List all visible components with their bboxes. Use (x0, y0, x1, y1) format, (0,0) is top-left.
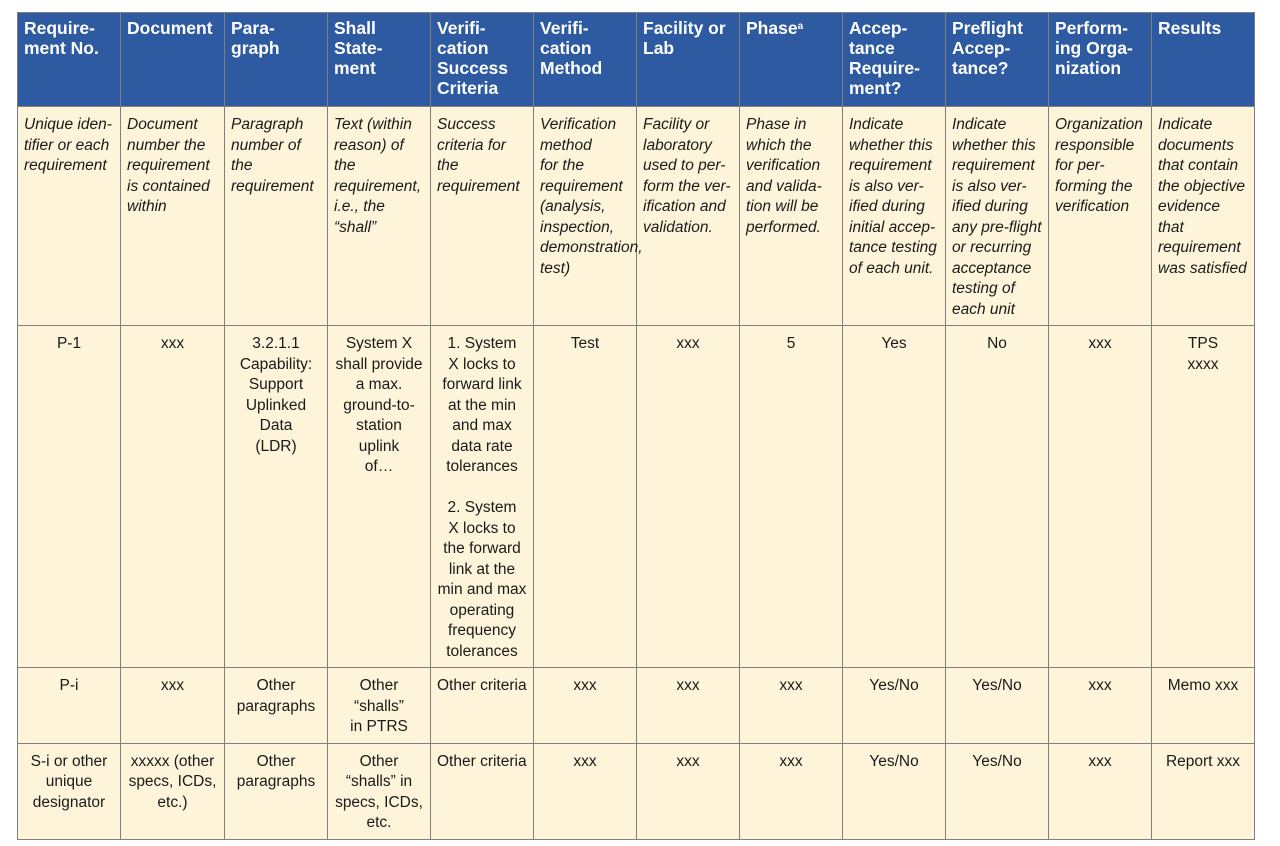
phase-footnote-marker: a (797, 21, 804, 32)
table-cell: TPS xxxx (1152, 326, 1255, 668)
header-preflight-acceptance: Preflight Accep- tance? (946, 13, 1049, 107)
table-cell: 1. System X locks to forward link at the min and max data rate tolerances 2. System X locks to the forward link at the min and max operating frequency tolerances (431, 326, 534, 668)
header-requirement-no: Require- ment No. (18, 13, 121, 107)
desc-cell: Paragraph number of the requirement (225, 107, 328, 326)
table-cell: S-i or other unique designator (18, 743, 121, 839)
desc-cell: Organization responsible for per- forming the verification (1049, 107, 1152, 326)
table-cell: System X shall provide a max. ground-to- station uplink of… (328, 326, 431, 668)
header-verification-success-criteria: Verifi- cation Success Criteria (431, 13, 534, 107)
table-cell: xxx (121, 326, 225, 668)
table-cell: xxx (1049, 743, 1152, 839)
desc-cell: Text (within reason) of the requirement, i.e., the “shall” (328, 107, 431, 326)
table-row (18, 668, 1255, 744)
table-cell: xxx (637, 668, 740, 744)
table-cell: xxx (740, 668, 843, 744)
table-cell: xxx (740, 743, 843, 839)
table-cell: Report xxx (1152, 743, 1255, 839)
table-cell: Other paragraphs (225, 743, 328, 839)
header-performing-organization: Perform- ing Orga- nization (1049, 13, 1152, 107)
desc-cell: Unique iden- tifier or each requirement (18, 107, 121, 326)
header-facility-or-lab: Facility or Lab (637, 13, 740, 107)
desc-cell: Indicate documents that contain the objective evidence that requirement was satisfied (1152, 107, 1255, 326)
table-cell: xxx (637, 326, 740, 668)
table-cell: No (946, 326, 1049, 668)
table-row (18, 743, 1255, 839)
table-cell: Yes (843, 326, 946, 668)
desc-cell: Facility or laboratory used to per- form the ver- ification and validation. (637, 107, 740, 326)
table-cell: Yes/No (843, 668, 946, 744)
header-shall-statement: Shall State- ment (328, 13, 431, 107)
table-cell: Test (534, 326, 637, 668)
header-phase: Phase$^a$ (740, 13, 843, 107)
table-cell: 5 (740, 326, 843, 668)
table-cell: Yes/No (946, 743, 1049, 839)
table-cell: xxxxx (other specs, ICDs, etc.) (121, 743, 225, 839)
table-cell: Other “shalls” in PTRS (328, 668, 431, 744)
table-cell: Yes/No (946, 668, 1049, 744)
desc-cell: Success criteria for the requirement (431, 107, 534, 326)
table-cell: Other criteria (431, 743, 534, 839)
table-cell: xxx (121, 668, 225, 744)
table-cell: xxx (534, 668, 637, 744)
table-cell: Yes/No (843, 743, 946, 839)
table-cell: Other “shalls” in specs, ICDs, etc. (328, 743, 431, 839)
table-row (18, 326, 1255, 668)
table-cell: xxx (1049, 326, 1152, 668)
table-cell: Other paragraphs (225, 668, 328, 744)
description-row (18, 107, 1255, 326)
header-results: Results (1152, 13, 1255, 107)
desc-cell: Document number the requirement is contained within (121, 107, 225, 326)
desc-cell: Verification method for the requirement (analysis, inspection, demonstration, test) (534, 107, 637, 326)
desc-cell: Phase in which the verification and valida- tion will be performed. (740, 107, 843, 326)
table-cell: xxx (534, 743, 637, 839)
table-cell: P-1 (18, 326, 121, 668)
table-cell: xxx (1049, 668, 1152, 744)
header-document: Document (121, 13, 225, 107)
header-verification-method: Verifi- cation Method (534, 13, 637, 107)
header-row (18, 13, 1255, 107)
header-paragraph: Para- graph (225, 13, 328, 107)
table-cell: 3.2.1.1 Capability: Support Uplinked Data (LDR) (225, 326, 328, 668)
table-cell: Memo xxx (1152, 668, 1255, 744)
header-acceptance-requirement: Accep- tance Require- ment? (843, 13, 946, 107)
desc-cell: Indicate whether this requirement is also ver- ified during any pre-flight or recurring acceptance testing of each unit (946, 107, 1049, 326)
table-cell: xxx (637, 743, 740, 839)
desc-cell: Indicate whether this requirement is also ver- ified during initial accep- tance testing of each unit. (843, 107, 946, 326)
verification-matrix (17, 12, 1254, 840)
table-cell: Other criteria (431, 668, 534, 744)
table-cell: P-i (18, 668, 121, 744)
verification-matrix-table (17, 12, 1255, 840)
